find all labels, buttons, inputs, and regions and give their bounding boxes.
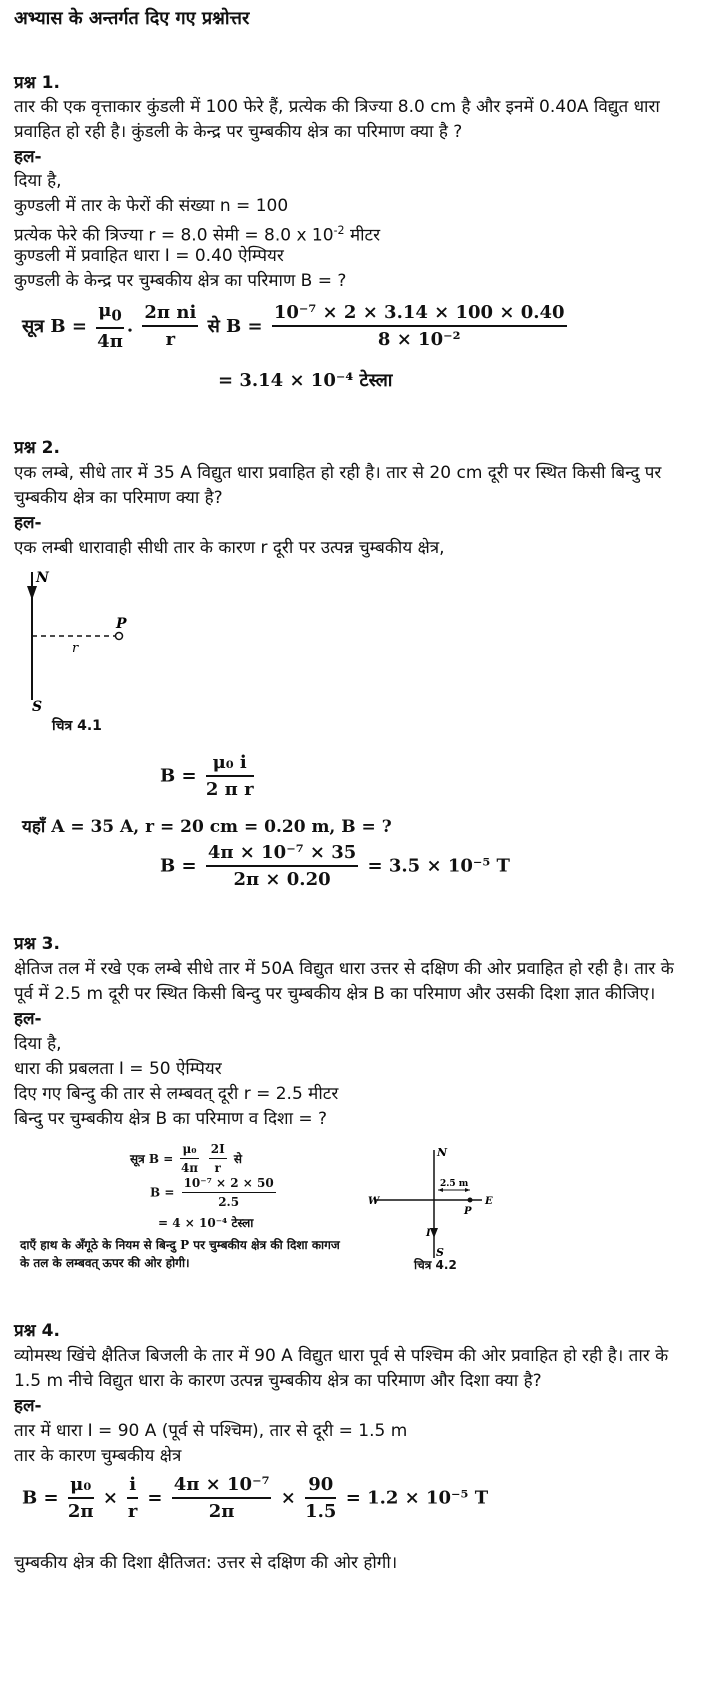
q3-result: = 4 × 10⁻⁴ टेस्ला (158, 1216, 254, 1230)
question-2-text-line1: एक लम्बे, सीधे तार में 35 A विद्युत धारा प्रवाहित हो रही है। तार से 20 cm दूरी पर स्थित किसी बिन्दु पर (14, 463, 662, 483)
question-3-text-line1: क्षेतिज तल में रखे एक लम्बे सीधे तार में 50A विद्युत धारा उत्तर से दक्षिण की ओर प्रवाहित हो रही है। तार के (14, 959, 674, 979)
question-1-text-line2: प्रवाहित हो रही है। कुंडली के केन्द्र पर चुम्बकीय क्षेत्र का परिमाण क्या है ? (14, 122, 463, 142)
given-distance: दिए गए बिन्दु की तार से लम्बवत् दूरी r = 2.5 मीटर (14, 1084, 339, 1104)
question-2-text-line2: चुम्बकीय क्षेत्र का परिमाण क्या है? (14, 488, 223, 508)
field-label: तार के कारण चुम्बकीय क्षेत्र (14, 1446, 182, 1466)
q1-result: = 3.14 × 10⁻⁴ टेस्ला (218, 370, 393, 391)
q4-formula: B = $\frac{\text{μ₀}}{2\pi}$ × $\frac{i}{r}$ = $\frac{\text{4π × 10⁻⁷}}{2\pi}$ × $\frac{90}{1.5}$ = 1.2 × 10⁻⁵ T (22, 1474, 489, 1522)
given-turns: कुण्डली में तार के फेरों की संख्या n = 100 (14, 196, 289, 216)
fig-label-e: E (485, 1196, 493, 1207)
given-current: धारा की प्रबलता I = 50 ऐम्पियर (14, 1059, 222, 1079)
q2-formula-2: B = $\frac{\text{4π × 10⁻⁷ × 35}}{2\pi \times 0.20}$ = 3.5 × 10⁻⁵ T (160, 842, 510, 890)
figure-caption: चित्र 4.2 (414, 1258, 457, 1272)
given-label: दिया है, (14, 1034, 62, 1054)
fig-label-r: r (72, 641, 79, 656)
fig-label-w: W (368, 1196, 380, 1207)
question-1-text-line1: तार की एक वृत्ताकार कुंडली में 100 फेरे हैं, प्रत्येक की त्रिज्या 8.0 cm है और इनमें 0.40A विद्युत धारा (14, 97, 660, 117)
figure-4-2 (368, 1144, 498, 1268)
question-4-text-line1: व्योमस्थ खिंचे क्षैतिज बिजली के तार में 90 A विद्युत धारा पूर्व से पश्चिम की ओर प्रवाहित हो रही है। तार के (14, 1346, 669, 1366)
solution-label: हल- (14, 1396, 42, 1416)
solution-label: हल- (14, 147, 42, 167)
fig-label-p: P (116, 616, 127, 632)
figure-caption: चित्र 4.1 (52, 718, 102, 734)
fig-label-i: I (426, 1228, 431, 1239)
page-title: अभ्यास के अन्तर्गत दिए गए प्रश्नोत्तर (14, 8, 250, 29)
given-current-distance: तार में धारा I = 90 A (पूर्व से पश्चिम), तार से दूरी = 1.5 m (14, 1421, 408, 1441)
q3-note-line2: के तल के लम्बवत् ऊपर की ओर होगी। (20, 1256, 190, 1270)
q2-given: यहाँ A = 35 A, r = 20 cm = 0.20 m, B = ? (22, 817, 392, 837)
solution-label: हल- (14, 1009, 42, 1029)
fig-label-p: P (464, 1206, 472, 1217)
q4-direction: चुम्बकीय क्षेत्र की दिशा क्षैतिजत: उत्तर से दक्षिण की ओर होगी। (14, 1553, 398, 1573)
question-4-label: प्रश्न 4. (14, 1321, 60, 1341)
q1-formula: सूत्र B = $\frac{\mu_0}{4\pi}$ . $\frac{\text{2π ni}}{r}$ से B = $\frac{\text{10⁻⁷ × 2 × 3.14 × 100 × 0.40}}{\text{8 × 10⁻²}}$ (22, 300, 565, 352)
formula-prefix: सूत्र B = (22, 315, 87, 337)
given-find: बिन्दु पर चुम्बकीय क्षेत्र B का परिमाण व दिशा = ? (14, 1109, 328, 1129)
fig-label-n: N (437, 1146, 448, 1159)
question-1-label: प्रश्न 1. (14, 73, 60, 93)
fig-label-s: S (436, 1246, 444, 1259)
q2-description: एक लम्बी धारावाही सीधी तार के कारण r दूरी पर उत्पन्न चुम्बकीय क्षेत्र, (14, 538, 445, 558)
q3-formula-2: B = $\frac{\text{10⁻⁷ × 2 × 50}}{2.5}$ (150, 1176, 274, 1209)
fig-label-s: S (32, 699, 43, 715)
q3-note-line1: दाएँ हाथ के अँगूठे के नियम से बिन्दु P पर चुम्बकीय क्षेत्र की दिशा कागज (20, 1238, 340, 1252)
question-4-text-line2: 1.5 m नीचे विद्युत धारा के कारण उत्पन्न चुम्बकीय क्षेत्र का परिमाण और दिशा क्या है? (14, 1371, 542, 1391)
fig-distance-label: 2.5 m (440, 1179, 469, 1189)
given-radius: प्रत्येक फेरे की त्रिज्या r = 8.0 सेमी = 8.0 x $10^{-2}$ मीटर (14, 224, 381, 246)
given-find: कुण्डली के केन्द्र पर चुम्बकीय क्षेत्र का परिमाण B = ? (14, 271, 347, 291)
solution-label: हल- (14, 513, 42, 533)
q3-formula-1: सूत्र B = $\frac{\text{μ₀}}{4\pi}$ $\frac{2I}{r}$ से (130, 1142, 242, 1175)
q2-formula-1: B = $\frac{\text{μ₀ i}}{\text{2 π r}}$ (160, 752, 254, 800)
question-3-label: प्रश्न 3. (14, 934, 60, 954)
question-2-label: प्रश्न 2. (14, 438, 60, 458)
figure-4-1 (20, 566, 150, 716)
fig-label-n: N (36, 570, 49, 586)
question-3-text-line2: पूर्व में 2.5 m दूरी पर स्थित किसी बिन्दु पर चुम्बकीय क्षेत्र B का परिमाण और उसकी दिशा ज्ञात कीजिए। (14, 984, 656, 1004)
given-label: दिया है, (14, 171, 62, 191)
given-current: कुण्डली में प्रवाहित धारा I = 0.40 ऐम्पियर (14, 246, 284, 266)
